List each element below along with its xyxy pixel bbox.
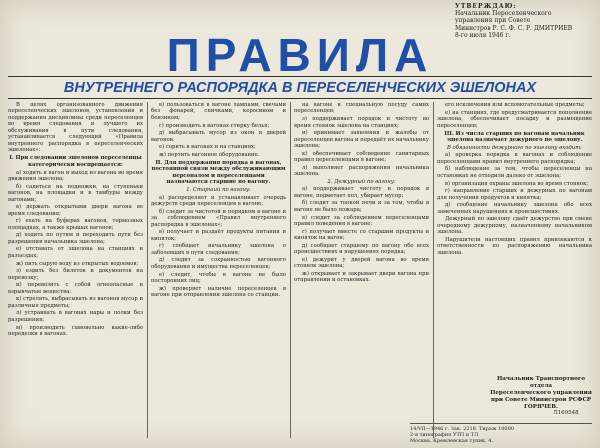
section-heading: II. Для поддержания порядка в вагонах, постоянной связи между обслуживающим персоналом и переселенцами назначаются старшие по вагону. <box>151 159 286 186</box>
rule-paragraph: д) ходить по путям и переходить пути без разрешения начальника эшелона; <box>8 232 143 245</box>
signature-line: Начальник Транспортного отдела <box>497 376 585 389</box>
approval-line: управления при Совете <box>455 17 531 25</box>
rule-paragraph: г) получает вместе со старшим продукты и кипяток на вагон; <box>294 228 429 242</box>
rule-paragraph: ж) пить сырую воду из открытых водоемов; <box>16 260 139 267</box>
rule-paragraph: е) сорить в вагонах и на станциях; <box>159 144 256 151</box>
section-heading: В обязанности дежурного по эшелону входит: <box>446 144 583 151</box>
rule-paragraph: и) перевозить с собой огнеопасные и взрывчатые вещества; <box>8 282 143 295</box>
approval-date: 8-го июля 1946 г. <box>455 31 511 39</box>
rule-paragraph: Нарушители настоящих правил привлекаются к ответственности по распоряжению начальника эшелона. <box>437 236 592 256</box>
rule-paragraph: В целях организованного движения переселенческих эшелонов, установления и поддержания дисциплины среди переселенцев во время следования и лучшего их обслуживания в пути следования, устанавливается следующий «Правила внутреннего распорядка в переселенческих эшелонах»: <box>8 102 143 154</box>
approval-heading: УТВЕРЖДАЮ: <box>455 3 517 10</box>
rule-paragraph: к) стрелять, выбрасывать из вагонов мусор и различные предметы; <box>8 296 143 309</box>
rule-paragraph: а) ходить к вагон и выход из вагона во время движения эшелона; <box>8 169 143 182</box>
section-heading: 1. Старший по вагону: <box>186 187 251 194</box>
rule-paragraph: ж) открывает и закрывает двери вагона при отправлении и остановках. <box>294 270 429 284</box>
document-title: ПРАВИЛА <box>166 29 434 81</box>
imprint-line: 2-я типография УТП и ТЛ <box>410 432 479 438</box>
rule-paragraph: г) направление старших и дежурных по вагонам для получения продуктов и кипятка; <box>437 188 592 201</box>
rule-paragraph: а) проверка порядка в вагонах и соблюдение переселенцами правил внутреннего распорядка; <box>437 152 592 165</box>
signature-line: при Совете Министров РСФСР ГОРЯЧЕВ. <box>490 397 592 410</box>
rule-paragraph: к) обеспечивает соблюдение санитарных правил переселенцами в вагоне; <box>294 150 429 164</box>
rule-paragraph: л) устраивать в вагонах нары и полки без разрешения; <box>8 310 143 323</box>
rule-paragraph: м) производить самовольно какие-либо переделки в вагонах. <box>8 324 143 338</box>
rule-paragraph: на вагоне в специальную посуду самих переселенцев; <box>294 102 429 115</box>
text-column-1 <box>8 102 143 438</box>
rule-paragraph: в) пользоваться в вагоне лампами, свечами без фонарей, спичками, керосином и бензином; <box>151 102 286 121</box>
rule-paragraph: б) садиться на подножки, на ступеньки вагонов, на площадки и в тамбуры между вагонами; <box>8 183 143 203</box>
rule-paragraph: г) производить в вагонах стирку белья; <box>159 122 270 129</box>
rule-paragraph: в) получает и раздаёт продукты питания и кипяток; <box>151 229 286 242</box>
rule-paragraph: в) держать открытыми двери вагона во время следования; <box>8 204 143 217</box>
section-heading: III. Из числа старших по вагонам начальник эшелона назначает дежурного по эшелону. <box>444 130 585 143</box>
rule-paragraph: д) следит за сохранностью вагонного оборудования и имущества переселенцев; <box>151 257 286 270</box>
rule-paragraph: в) организация охраны эшелона во время стоянок; <box>445 180 589 187</box>
rule-paragraph: з) ездить без билетов и документов на перевозку; <box>8 268 143 281</box>
footer-rule <box>410 423 592 424</box>
rule-paragraph: е) на станциях, где предусматривается пополнение эшелона, обеспечивает посадку и размещение переселенцев; <box>437 109 592 129</box>
rule-paragraph: г) сообщает начальнику эшелона о заболевших в пути следования; <box>151 243 286 256</box>
rule-paragraph: а) распределяет и устанавливает очередь дежурств среди переселенцев в вагоне; <box>151 194 286 208</box>
signature-block <box>486 376 596 411</box>
imprint-block <box>410 426 596 444</box>
rule-paragraph: е) отставать от эшелона на станциях и разъездах; <box>8 246 143 259</box>
rule-paragraph: е) дежурит у дверей вагона во время стоянок эшелона; <box>294 256 429 270</box>
rule-paragraph: д) сообщает старшему по вагону обо всех происшествиях и нарушениях порядка; <box>294 242 429 256</box>
imprint-line: Москва, Кремлевская тупик, 4. <box>410 438 493 444</box>
rule-paragraph: г) ехать на буферах вагонов, тормозных площадках, а также крышах вагонов; <box>8 218 143 231</box>
divider-bottom <box>8 98 592 99</box>
rule-paragraph: б) следит за топкой печи и за тем, чтобы в вагоне не было пожара; <box>294 200 429 213</box>
approval-line: Министров Р. С. Ф. С. Р. ДМИТРИЕВ <box>455 24 573 32</box>
divider-top <box>8 76 592 77</box>
imprint-line: 14/VII—1946 г. Зак. 2218. Тираж 10000 <box>410 426 514 432</box>
rule-paragraph: з) поддерживает порядок и чистоту во время стоянок эшелона на станциях; <box>294 116 429 129</box>
rule-paragraph: е) следит, чтобы в вагоне не было посторонних лиц; <box>151 271 286 285</box>
document-subtitle: ВНУТРЕННЕГО РАСПОРЯДКА В ПЕРЕСЕЛЕНЧЕСКИХ ЭШЕЛОНАХ <box>63 80 537 96</box>
section-heading: 2. Дежурный по вагону: <box>327 178 396 185</box>
rule-paragraph: а) поддерживает чистоту и порядок в вагоне, подметает пол, убирает мусор; <box>294 186 429 199</box>
approval-line: Начальник Переселенческого <box>455 10 552 18</box>
rule-paragraph: д) сообщение начальнику эшелона обо всех замеченных нарушениях и происшествиях. <box>437 202 592 215</box>
catalog-stamp: Л169548 <box>553 410 579 416</box>
rule-paragraph: его исключения или вспомогательные предметы; <box>445 102 585 108</box>
rule-paragraph: в) следит за соблюдением переселенцами правил поведения в вагоне; <box>294 214 429 228</box>
text-column-4 <box>437 102 592 372</box>
rule-paragraph: д) выбрасывать мусор из окон и дверей вагонов. <box>151 130 286 143</box>
rule-paragraph: Дежурный по эшелону сдаёт дежурство при смене очередному дежурному, назначенному начальником эшелона. <box>437 216 592 236</box>
column-divider <box>290 102 291 438</box>
rule-paragraph: ж) портить вагонное оборудование. <box>159 151 260 158</box>
rule-paragraph: б) следит за чистотой и порядком в вагоне и за соблюдением «Правил внутреннего распорядка в эшелонах»; <box>151 208 286 228</box>
text-column-2 <box>151 102 286 438</box>
rule-paragraph: и) принимает заявления и жалобы от переселенцев вагона и передаёт их начальнику эшелона; <box>294 130 429 150</box>
text-column-3 <box>294 102 429 438</box>
column-divider <box>147 102 148 438</box>
column-divider <box>433 102 434 438</box>
section-heading: I. При следовании эшелонов переселенцы категорически воспрещается: <box>9 155 142 168</box>
signature-line: Переселенческого управления <box>490 390 592 396</box>
rule-paragraph: б) наблюдение за тем, чтобы переселенцы на остановках не отходили далеко от эшелона; <box>437 166 592 179</box>
rule-paragraph: ж) проверяет наличие переселенцев в вагоне при отправлении эшелона со станции. <box>151 285 286 299</box>
rule-paragraph: л) выполняет распоряжения начальника эшелона. <box>294 164 429 178</box>
